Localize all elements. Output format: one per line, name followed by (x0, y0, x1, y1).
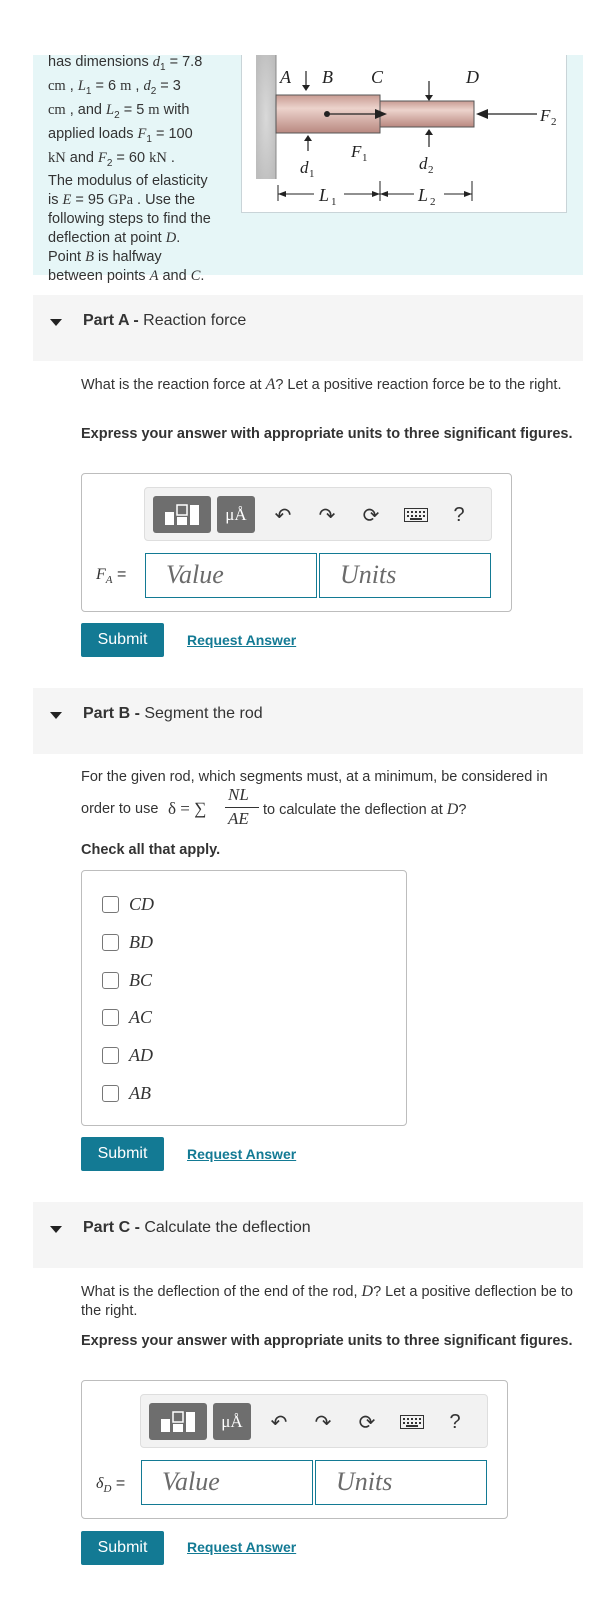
rod-figure (241, 55, 567, 213)
part-b-header[interactable] (33, 688, 583, 754)
answer-label-fa: $F_A$ = (96, 566, 127, 587)
help-icon[interactable]: ? (449, 1410, 461, 1433)
units-input[interactable]: Units (319, 553, 491, 598)
checkbox[interactable] (102, 896, 119, 913)
rod-diagram (242, 55, 568, 213)
part-a-answer-box (81, 473, 512, 612)
answer-label-delta-d: $\delta_D$ = (96, 1475, 126, 1496)
part-a-instruction: Express your answer with appropriate units to three significant figures. (81, 426, 573, 442)
problem-intro (33, 54, 583, 285)
fixed-wall (256, 55, 276, 179)
f2-label: F (540, 106, 551, 125)
option-ab[interactable]: AB (102, 1082, 151, 1104)
templates-button[interactable] (153, 496, 211, 533)
problem-statement: has dimensions $d_1 = 7.8$ cm , $L_1 = 6$ m , $d_2 = 3$ cm , and $L_2 = 5$ m with applied loads $F_1 = 100$ kN and $F_2 = 60$ kN . The modulus of elasticity is E = 95 GPa . Use the following steps to find the deflection at point D. Point B is halfway between points A and C. (48, 54, 211, 285)
math-toolbar (144, 487, 492, 541)
templates-icon (153, 496, 211, 533)
fraction-denominator: AE (228, 809, 249, 828)
f1-label: F (351, 142, 362, 161)
collapse-triangle-icon[interactable] (50, 712, 62, 719)
templates-icon (149, 1403, 207, 1440)
svg-text:1: 1 (309, 168, 315, 180)
point-b-label: B (322, 67, 333, 87)
part-a-title: Part A - Reaction force (83, 312, 247, 329)
part-a-request-answer-link[interactable]: Request Answer (187, 632, 297, 648)
units-symbol-button[interactable]: μÅ (213, 1403, 251, 1440)
part-b-question-line1: For the given rod, which segments must, at a minimum, be considered in (81, 769, 548, 785)
part-a-header[interactable] (33, 295, 583, 361)
part-c-submit-button[interactable]: Submit (81, 1531, 164, 1565)
keyboard-icon[interactable] (401, 501, 431, 529)
svg-text:2: 2 (551, 116, 557, 128)
value-input[interactable]: Value (141, 1460, 313, 1505)
svg-text:2: 2 (428, 164, 434, 176)
math-toolbar (140, 1394, 488, 1448)
rod-segment-2 (380, 101, 474, 127)
part-a-submit-button[interactable]: Submit (81, 623, 164, 657)
option-bc[interactable]: BC (102, 969, 152, 991)
delta-formula: δ = ∑ (168, 799, 207, 818)
help-icon[interactable]: ? (453, 503, 465, 526)
checkbox[interactable] (102, 972, 119, 989)
checkbox[interactable] (102, 1085, 119, 1102)
checkbox[interactable] (102, 1047, 119, 1064)
part-a-question: What is the reaction force at A? Let a positive reaction force be to the right. (81, 376, 562, 393)
l2-label: L (418, 185, 429, 205)
part-b-title: Part B - Segment the rod (83, 705, 263, 722)
part-c-question: What is the deflection of the end of the rod, D? Let a positive deflection be to the right. (81, 1283, 573, 1319)
units-symbol-button[interactable]: μÅ (217, 496, 255, 533)
part-c-instruction: Express your answer with appropriate units to three significant figures. (81, 1333, 573, 1349)
svg-text:2: 2 (430, 196, 436, 208)
d1-label: d (300, 158, 309, 177)
d2-label: d (419, 154, 428, 173)
part-c-title: Part C - Calculate the deflection (83, 1219, 311, 1236)
part-b-request-answer-link[interactable]: Request Answer (187, 1146, 297, 1162)
value-input[interactable]: Value (145, 553, 317, 598)
l1-label: L (319, 185, 330, 205)
collapse-triangle-icon[interactable] (50, 319, 62, 326)
point-a-label: A (280, 67, 291, 87)
point-d-label: D (466, 67, 479, 87)
svg-text:1: 1 (331, 196, 337, 208)
checkbox[interactable] (102, 1009, 119, 1026)
option-bd[interactable]: BD (102, 931, 153, 953)
option-ad[interactable]: AD (102, 1044, 153, 1066)
part-c-header[interactable] (33, 1202, 583, 1268)
point-c-label: C (371, 67, 384, 87)
templates-button[interactable] (149, 1403, 207, 1440)
part-c-answer-box (81, 1380, 508, 1519)
svg-text:1: 1 (362, 152, 368, 164)
fraction-numerator: NL (228, 785, 249, 804)
redo-icon[interactable]: ↷ (318, 504, 336, 527)
undo-icon[interactable]: ↶ (270, 1411, 288, 1434)
option-ac[interactable]: AC (102, 1006, 152, 1028)
segment-checklist (81, 870, 407, 1126)
collapse-triangle-icon[interactable] (50, 1226, 62, 1233)
reset-icon[interactable]: ⟳ (358, 1411, 376, 1434)
redo-icon[interactable]: ↷ (314, 1411, 332, 1434)
part-b-submit-button[interactable]: Submit (81, 1137, 164, 1171)
undo-icon[interactable]: ↶ (274, 504, 292, 527)
units-input[interactable]: Units (315, 1460, 487, 1505)
part-b-question-line2: order to use δ = ∑ NL AE to calculate the deflection at D? (81, 785, 467, 828)
part-b-instruction: Check all that apply. (81, 842, 221, 858)
reset-icon[interactable]: ⟳ (362, 504, 380, 527)
option-cd[interactable]: CD (102, 893, 154, 915)
checkbox[interactable] (102, 934, 119, 951)
part-c-request-answer-link[interactable]: Request Answer (187, 1539, 297, 1555)
keyboard-icon[interactable] (397, 1408, 427, 1436)
